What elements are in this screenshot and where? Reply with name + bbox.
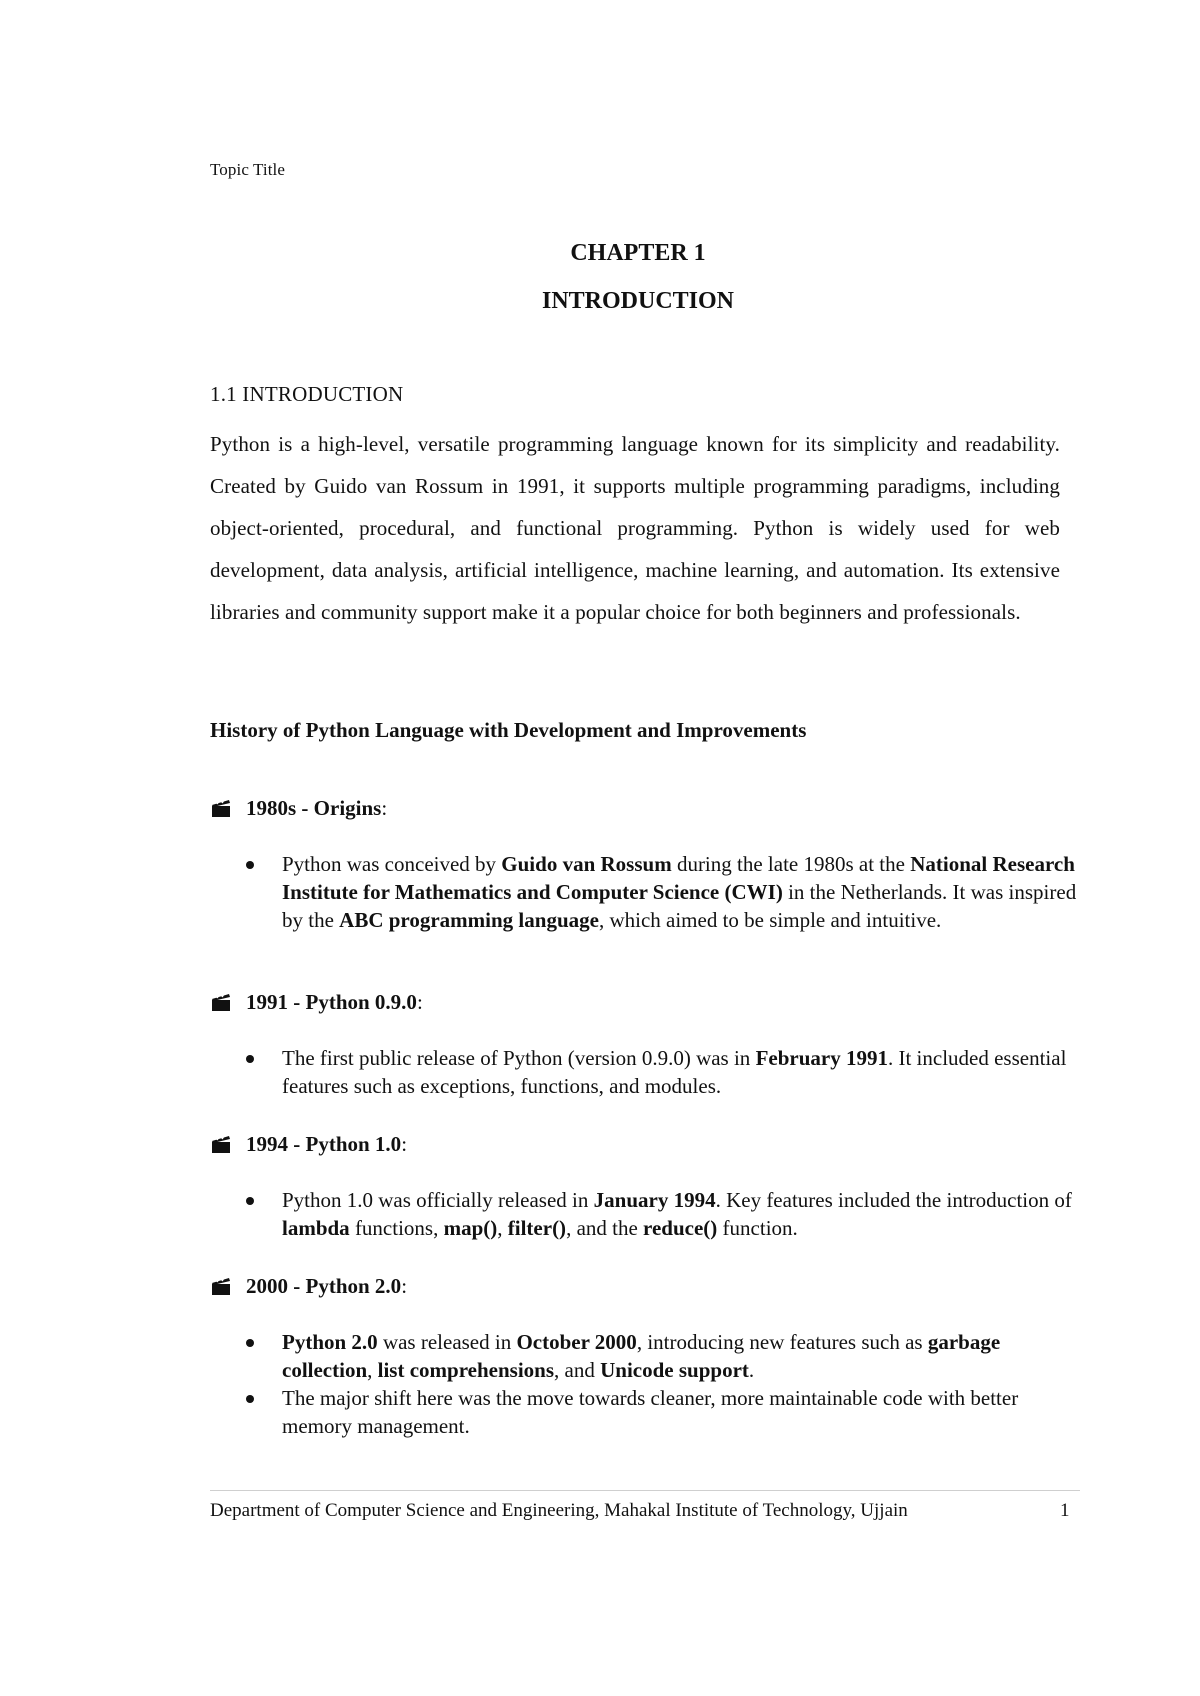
era-section [210,1130,1080,1242]
footer-department: Department of Computer Science and Engineering, Mahakal Institute of Technology, Ujjain [210,1500,908,1521]
text-run: during the late 1980s at the [671,852,911,876]
list-item [210,1044,1080,1100]
text-run: , which aimed to be simple and intuitive. [598,908,942,932]
text-run: , [497,1216,508,1240]
era-title [210,794,1080,822]
bold-text-run: Guido van Rossum [501,852,672,876]
bold-text-run: garbage collection [282,1330,1001,1382]
text-run: , introducing new features such as [636,1330,928,1354]
list-item [210,1384,1080,1440]
bold-text-run: filter() [507,1216,567,1240]
list-item [210,850,1080,934]
era-section [210,988,1080,1100]
era-bullet-list [210,1328,1080,1440]
clapperboard-icon [210,797,232,819]
era-bullet-list [210,850,1080,934]
era-title-label: 2000 - Python 2.0 [246,1273,402,1298]
text-run: . [748,1358,755,1382]
bullet-dot [246,1055,254,1063]
text-run: . Key features included the introduction of [715,1188,1072,1212]
era-title-suffix: : [416,989,423,1014]
bullet-dot [246,1395,254,1403]
bold-text-run: January 1994 [593,1188,716,1212]
text-run: was released in [377,1330,517,1354]
era-title-label: 1980s - Origins [246,795,382,820]
era-section [210,794,1080,934]
era-title [210,1272,1080,1300]
intro-paragraph: Python is a high-level, versatile programming language known for its simplicity and readability. Created by Guido van Rossum in 1991, it supports multiple programming paradigms, including object-oriented, procedural, and functional programming. Python is widely used for web development, data analysis, artificial intelligence, machine learning, and automation. Its extensive libraries and community support make it a popular choice for both beginners and professionals. [210,432,1060,624]
bold-text-run: National Research Institute for Mathematics and Computer Science (CWI) [282,852,1075,904]
bold-text-run: map() [443,1216,498,1240]
era-title-label: 1994 - Python 1.0 [246,1131,402,1156]
era-title-suffix: : [381,795,388,820]
bold-text-run: February 1991 [755,1046,888,1070]
bold-text-run: Unicode support [600,1358,749,1382]
clapperboard-icon [210,991,232,1013]
text-run: function. [717,1216,798,1240]
text-run: , and [554,1358,601,1382]
era-title [210,988,1080,1016]
era-bullet-list [210,1186,1080,1242]
text-run: The major shift here was the move towards cleaner, more maintainable code with better memory management. [282,1386,1019,1438]
clapperboard-icon [210,1133,232,1155]
footer-divider [210,1490,1080,1491]
text-run: in the Netherlands. It was inspired by the [282,880,1077,932]
era-title-suffix: : [401,1273,408,1298]
text-run: functions, [349,1216,444,1240]
clapperboard-icon [210,1275,232,1297]
bullet-dot [246,861,254,869]
list-item [210,1328,1080,1384]
text-run: , and the [566,1216,644,1240]
list-item [210,1186,1080,1242]
bullet-dot [246,1339,254,1347]
bold-text-run: Python 2.0 [282,1330,378,1354]
era-title-label: 1991 - Python 0.9.0 [246,989,417,1014]
bold-text-run: ABC programming language [339,908,599,932]
page-number: 1 [1060,1500,1070,1521]
topic-title: Topic Title [210,160,286,179]
text-run: , [367,1358,378,1382]
era-title [210,1130,1080,1158]
section-heading: 1.1 INTRODUCTION [210,382,404,406]
chapter-title: INTRODUCTION [541,288,735,314]
bold-text-run: list comprehensions [377,1358,555,1382]
history-heading: History of Python Language with Development and Improvements [210,718,807,742]
bold-text-run: October 2000 [516,1330,637,1354]
text-run: . It included essential features such as exceptions, functions, and modules. [282,1046,1067,1098]
text-run: The first public release of Python (version 0.9.0) was in [282,1046,756,1070]
bullet-dot [246,1197,254,1205]
text-run: Python was conceived by [282,852,502,876]
bold-text-run: reduce() [643,1216,718,1240]
era-title-suffix: : [401,1131,408,1156]
era-bullet-list [210,1044,1080,1100]
chapter-number: CHAPTER 1 [570,240,706,266]
text-run: Python 1.0 was officially released in [282,1188,594,1212]
bold-text-run: lambda [282,1216,350,1240]
era-section [210,1272,1080,1440]
